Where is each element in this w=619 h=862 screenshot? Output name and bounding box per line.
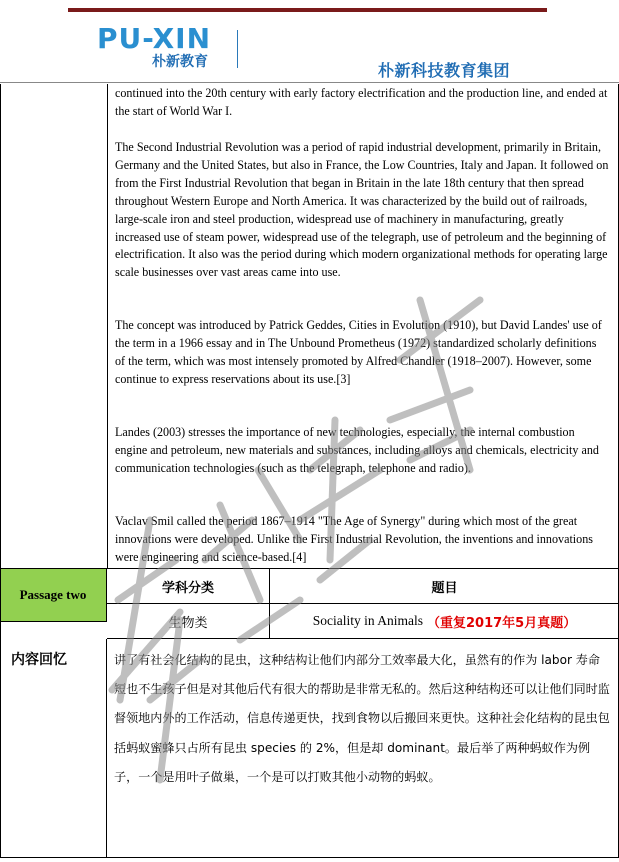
recall-cell — [107, 639, 619, 858]
table-left-border — [0, 84, 1, 858]
category-value: 生物类 — [107, 603, 270, 639]
content-table — [0, 84, 619, 858]
header-top-rule — [68, 8, 547, 12]
recall-label: 内容回忆 — [0, 639, 107, 858]
logo-subtext: 朴新教育 — [152, 54, 208, 70]
passage-paragraph: Landes (2003) stresses the importance of new technologies, especially, the internal combustion engine and petroleum, new materials and substances, including alloys and chemicals, electricity and communication technologies (such as the telegraph, telephone and radio). — [115, 425, 599, 475]
logo-text: PU-XIN — [97, 22, 212, 55]
logo-divider — [237, 30, 238, 68]
recall-text: 讲了有社会化结构的昆虫，这种结构让他们内部分工效率最大化，虽然有的作为 labor 寿命短也不生孩子但是对其他后代有很大的帮助是非常无私的。然后这种结构还可以让他们同时监督领地内外的工作活动，信息传递更快，找到食物以后搬回来更快。这种社会化结构的昆虫包括蚂蚁蜜蜂只占所有昆虫 species 的 2%，但是却 dominant。最后举了两种蚂蚁作为例子，一个是用叶子做巢，一个是可以打败其他小动物的蚂蚁。 — [114, 653, 610, 784]
passage-paragraph: The concept was introduced by Patrick Geddes, Cities in Evolution (1910), but David Landes' use of the term in a 1966 essay and in The Unbound Prometheus (1972) standardized scholarly definitions of the term, which was most intensely promoted by Alfred Chandler (1918–2007). However, some continue to express reservations about its use.[3] — [115, 318, 602, 386]
category-header: 学科分类 — [107, 568, 270, 603]
passage-label: Passage two — [0, 568, 107, 622]
puxin-logo — [97, 22, 237, 70]
topic-header: 题目 — [270, 568, 619, 603]
topic-value-cell — [270, 603, 619, 639]
table-bottom-border — [0, 857, 619, 858]
passage-paragraph: continued into the 20th century with early factory electrification and the production line, and ended at the start of World War I. — [115, 86, 608, 118]
passage-cell — [107, 84, 619, 568]
passage-paragraph: The Second Industrial Revolution was a period of rapid industrial development, primarily in Britain, Germany and the United States, but also in France, the Low Countries, Italy and Japan. It followed on from the First Industrial Revolution that began in Britain in the late 18th century that then spread throughout Western Europe and North America. It was characterized by the build out of railroads, large-scale iron and steel production, widespread use of machinery in manufacturing, greatly increased use of steam power, widespread use of the telegraph, use of petroleum and the beginning of electrification. It also was the period during which modern organizational methods for operating large scale businesses over vast areas came into use. — [115, 140, 609, 280]
passage-paragraph: Vaclav Smil called the period 1867–1914 "The Age of Synergy" during which most of the great innovations were developed. Unlike the First Industrial Revolution, the inventions and innovations were engineering and science-based.[4] — [115, 514, 593, 564]
group-name: 朴新科技教育集团 — [378, 61, 511, 80]
topic-repeat-note: （重复2017年5月真题） — [427, 615, 577, 631]
topic-title: Sociality in Animals — [312, 613, 423, 628]
header-rule — [0, 82, 619, 83]
